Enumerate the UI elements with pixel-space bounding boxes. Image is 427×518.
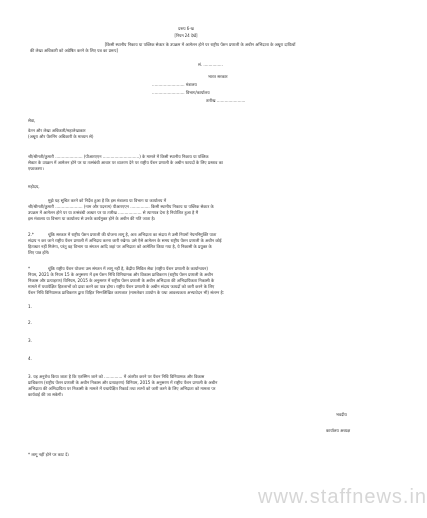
government: भारत सरकार — [208, 74, 228, 79]
para1-line-4: इस मंत्रालय या विभाग या कार्यालय से उनके कार्यमुक्त होने के अधीन की गति जाता है। — [28, 216, 156, 221]
para3-line-5: पेंशन निधि विनियामक प्राधिकरण द्वारा विहित निम्नलिखित कागजात (मामलेवार उपयोग के यथा आवश्यकता अभ्यावेदन भी) संलग्न है: — [28, 290, 225, 295]
salutation: महोदय, — [28, 184, 40, 189]
para4-line-1: 3. यह अनुरोध किया जाता है कि एतस्मिन जाने को .............. में अंतरीत करने पर पेंशन निधि विनियामक और विकास — [28, 374, 205, 379]
rule-reference: [नियम 24 देखें] — [174, 33, 198, 38]
salutation-to: सेवा, — [28, 118, 36, 123]
para2-number: 2.* — [28, 232, 34, 237]
subject-line-3: एफाकरण। — [28, 166, 44, 171]
watermark: www.staffnews.in — [258, 486, 427, 508]
form-subject-line-2: की लेखा अधिकारी को अग्रेषित करने के लिए पत्र का प्ररूप] — [30, 48, 119, 53]
letter-number: सं. ............... — [198, 62, 223, 67]
para3-line-3: निकास और प्रत्याहरण) विनियम, 2015 के अनुसरण में राष्ट्रीय पेंशन प्रणाली के अधीन अभिदाता की अभिदायिकता निकासी के — [28, 278, 215, 283]
footnote: * लागू नहीं होने पर काट दें। — [28, 452, 69, 457]
department: ......................... विभाग/कार्यालय — [152, 90, 210, 95]
list-item: 1. — [28, 304, 32, 309]
para2-line-1: चूंकि सरकार में राष्ट्रीय पेंशन प्रणाली की योजना लागू है, अतः अभिदाता का संदाय मे उसी नियमों नेयमनिमुक्ति पाता — [48, 232, 217, 237]
para3-line-2: नियम, 2021 के नियम 15 के अनुसरण में इस पेंशन निधि विनियामक और विकास प्राधिकरण (राष्ट्रीय पेंशन प्रणाली के अधीन — [28, 272, 214, 277]
subject-line-1: श्री/श्रीमती/कुमारी ..................... (पीआरएएन ............................) के मामले में किसी स्थानीय निकाय या पब्लिक — [28, 154, 209, 159]
list-item: 2. — [28, 320, 32, 325]
list-item: 3. — [28, 338, 32, 343]
para1-line-3: उपक्रम में आमेलन होने पर या तत्संबंधी आधार पर या तारीख .................. से त्यागपत्र देना है नियोजित हुआ है मैं — [28, 210, 199, 215]
recipient-office: वेतन और लेखा अधिकारी/महालेखाकार — [28, 128, 86, 133]
para3-line-1: चूंकि राष्ट्रीय पेंशन योजना उस संगठन में लागू नहीं है, केंद्रीय सिविल सेवा (राष्ट्रीय पेंशन प्रणाली के कार्यान्वयन) — [48, 266, 209, 271]
para3-number: * — [28, 266, 31, 271]
form-number: प्ररूप 6-ख — [178, 26, 194, 31]
list-item: 4. — [28, 356, 32, 361]
letter-date: तारीख ...................... — [206, 98, 246, 103]
closing-designation: कार्यालय अध्यक्ष — [326, 428, 351, 433]
closing-yours: भवदीय — [336, 412, 347, 417]
form-subject-line-1: [किसी स्थानीय निकाय या पब्लिक सेक्टर के उपक्रम में आमेलन होने पर राष्ट्रीय पेंशन प्रणाली के अधीन अभिदाता के अधूरा दायित्वों — [104, 42, 296, 47]
subject-line-2: सेक्टर के उपक्रम में आमेलन होने पर या तत्संबंधी आधार पर व्यतरण देने पर राष्ट्रीय पेंशन प्रणाली के अधीन फायदों के लिए प्रस्ताव का — [28, 160, 223, 165]
para1-line-2: श्री/श्रीमती/कुमारी ..................... (नाम और पदनाम) पीआरएएन ............... किसी स्थानीय निकाय या पब्लिक सेक्टर के — [28, 204, 214, 209]
para4-line-4: कार्यवाई की जा सकेगी। — [28, 392, 63, 397]
recipient-note: (अधूरा और पेंशनिंग अधिकारी के माध्यम से) — [28, 134, 94, 139]
para2-line-4: लिए पात्र होंगे। — [28, 250, 50, 255]
para1-line-1: मुझे यह सूचित करने को निर्देश हुआ है कि इस मंत्रालय या विभाग या कार्यालय में — [48, 198, 167, 203]
para2-line-3: हिताधार नहीं मिलेगा, परंतु वह विभाग या संगठन आदि जहां पर अभिदाता को आमेलित किया गया है, ये निकासी के प्रयुक्त के — [28, 244, 212, 249]
ministry: ......................... मंत्रालय — [152, 82, 197, 87]
para2-line-2: संदाय न कर जाने राष्ट्रीय पेंशन प्रणाली में अभिदाय करना जारी रखेगा। उसे ऐसे आमेलन के समय राष्ट्रीय पेंशन प्रणाली के अधीन कोई — [28, 238, 222, 243]
para4-line-2: प्राधिकरण (राष्ट्रीय पेंशन प्रणाली के अधीन निकास और प्रत्याहरण) विनियम, 2015 के अनुसरण में राष्ट्रीय पेंशन प्रणाली के अधीन — [28, 380, 218, 385]
para3-line-4: मामले में यथापेक्षित हितलाभों को दावा करने का पात्र होगा। राष्ट्रीय पेंशन प्रणाली के अधीन संदाय फायदों को जारी करने के लिए — [28, 284, 215, 289]
para4-line-3: अभिदाता की अभिदायिता पर निकासी के मामले में यथापेक्षित रिकार्ड तथा लाभों को जारी करने के लिए अभिदाता को मामला पर — [28, 386, 216, 391]
